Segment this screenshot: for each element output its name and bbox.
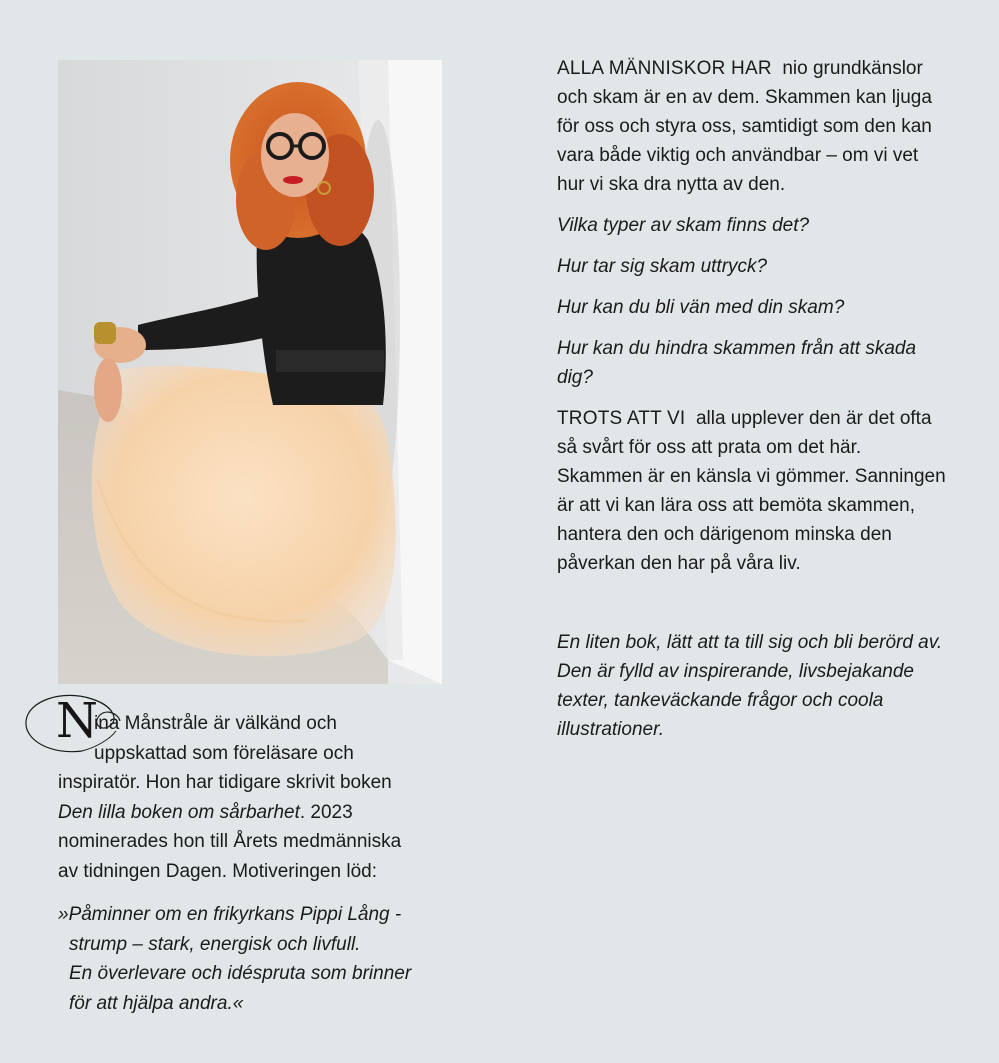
intro-rest: nio grundkänslor och skam är en av dem. Skammen kan ljuga för oss och styra oss, samtidigt som den kan vara både viktig och användbar – om vi vet hur vi ska dra nytta av den. (557, 58, 932, 195)
spacer (557, 590, 947, 628)
book-title: Den lilla boken om sårbarhet (58, 801, 300, 823)
question-2: Hur tar sig skam uttryck? (557, 256, 768, 277)
bio-line-2: uppskattad som föreläsare och (94, 742, 354, 764)
quote-line-4: för att hjälpa andra.« (69, 992, 244, 1014)
author-photo-illustration (58, 60, 442, 684)
bio-line-1: ina Månstråle är välkänd och (94, 713, 337, 734)
body-caps: TROTS ATT VI (557, 408, 686, 429)
author-bio (56, 693, 448, 1018)
drop-cap-letter: N (56, 693, 98, 749)
bio-line-4 (58, 798, 448, 828)
question-3: Hur kan du bli vän med din skam? (557, 297, 845, 318)
question-4: Hur kan du hindra skammen från att skada dig? (557, 338, 917, 388)
motivation-quote (58, 900, 448, 1018)
quote-line-2: strump – stark, energisk och livfull. (69, 933, 361, 955)
intro-paragraph (557, 54, 947, 199)
question-1: Vilka typer av skam finns det? (557, 215, 810, 236)
bio-line-5: nominerades hon till Årets medmänniska (58, 831, 402, 852)
book-description (557, 54, 947, 756)
quote-line-3: En överlevare och idéspruta som brinner (69, 963, 412, 984)
book-blurb: En liten bok, lätt att ta till sig och bli berörd av. Den är fylld av inspirerande, livsbejakande texter, tankeväckande frågor och coola illustrationer. (557, 632, 943, 740)
intro-caps: ALLA MÄNNISKOR HAR (557, 58, 772, 79)
bio-line-3: inspiratör. Hon har tidigare skrivit boken (58, 772, 392, 793)
author-photo (58, 60, 442, 684)
drop-cap-ornament (22, 691, 130, 757)
body-paragraph (557, 404, 947, 578)
quote-line-1: »Påminner om en frikyrkans Pippi Lång - (58, 904, 402, 925)
bio-line-6: av tidningen Dagen. Motiveringen löd: (58, 860, 377, 882)
body-rest: alla upplever den är det ofta så svårt för oss att prata om det här. Skammen är en känsla vi gömmer. Sanningen är att vi kan lära oss att bemöta skammen, hantera den och därigenom minska den påverkan den har på våra liv. (557, 408, 946, 574)
bio-line-4-rest: . 2023 (299, 801, 353, 823)
